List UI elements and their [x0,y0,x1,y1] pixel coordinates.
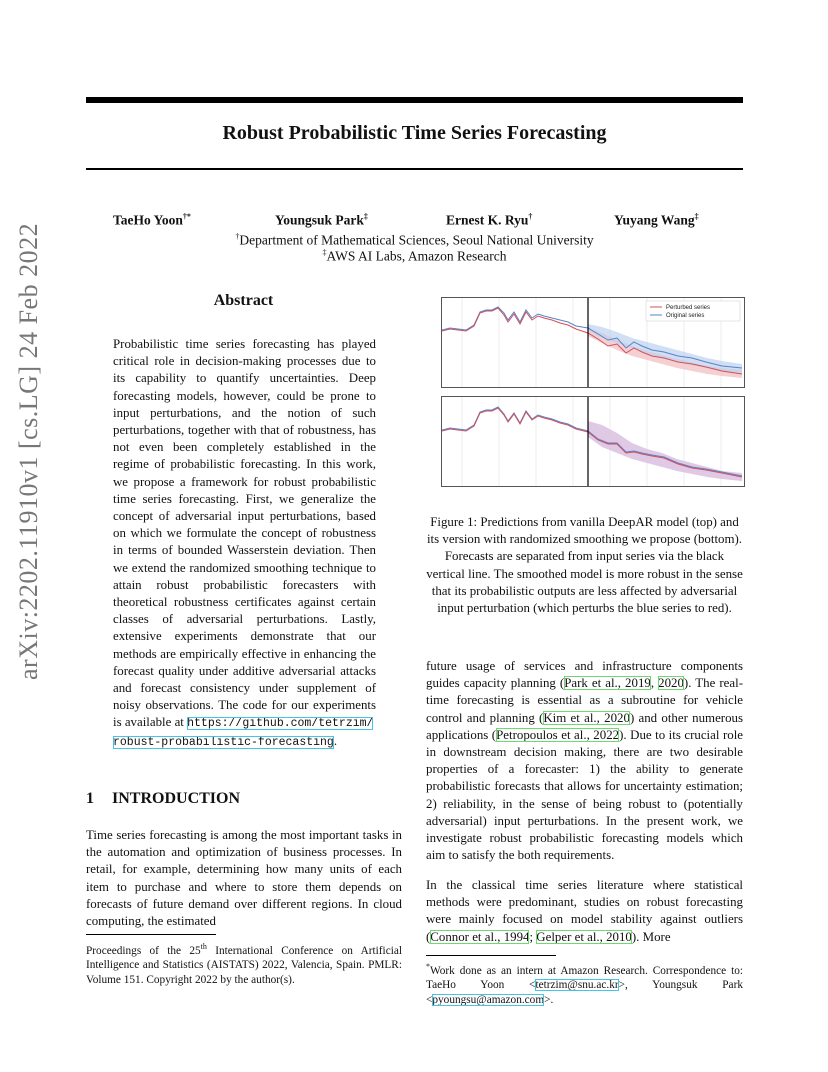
cite-petropoulos-2022[interactable]: Petropoulos et al., 2022 [496,727,620,742]
figure-top-panel [441,297,745,388]
abstract-body: Probabilistic time series forecasting has played critical role in decision-making processes due to its capability to quantify uncertainties. Deep forecasting models, however, could be prone to input perturbations, and the notion of such perturbations, together with that of robustness, has not even been completely established in the regime of probabilistic forecasting. In this work, we propose a framework for robust probabilistic time series forecasting. First, we generalize the concept of adversarial input perturbations, based on which we formulate the concept of robustness in terms of bounded Wasserstein deviation. Then we extend the randomized smoothing technique to attain robust probabilistic forecasters with theoretical robustness certificates against certain classes of adversarial perturbations. Lastly, extensive experiments demonstrate that our methods are empirically effective in enhancing the forecast quality under additive adversarial attacks and forecast consistency under supplement of noisy observations. The code for our experiments is available at https://github.com/tetrzim/ robust-probabilistic-forecasting. [113,337,376,749]
author-2: Youngsuk Park‡ [275,212,368,228]
cite-gelper-2010[interactable]: Gelper et al., 2010 [536,929,632,944]
email-link-1[interactable]: tetrzim@snu.ac.kr [535,979,619,992]
code-url-link[interactable]: https://github.com/tetrzim/ robust-probabilistic-forecasting [113,717,374,749]
email-link-2[interactable]: pyoungsu@amazon.com [432,993,545,1006]
related-paragraph: In the classical time series literature where statistical methods were predominant, studies on robust forecasting were mainly focused on model stability against outliers (Connor et al., 1994; Gelper et al., 2010). More [426,878,743,944]
arxiv-stamp: arXiv:2202.11910v1 [cs.LG] 24 Feb 2022 [14,222,43,680]
author-3: Ernest K. Ryu† [446,212,533,228]
intro-paragraph-right: future usage of services and infrastructure components guides capacity planning (Park et al., 2019, 2020). The real-time forecasting is essential as a subroutine for vehicle control and planning (Kim et al., 2020) and other numerous applications (Petropoulos et al., 2022). Due to its crucial role in downstream decision making, there are two desirable properties of a forecaster: 1) the ability to generate probabilistic forecasts that allows for uncertainty estimation; 2) reliability, in the sense of being robust to (potentially adversarial) input perturbations. In the present work, we investigate robust probabilistic forecasting models which aim to satisfy the both requirements. [426,659,743,863]
affiliation-2: ‡AWS AI Labs, Amazon Research [322,248,507,264]
proceedings-footnote: Proceedings of the 25th International Conference on Artificial Intelligence and Statistics (AISTATS) 2022, Valencia, Spain. PMLR: Volume 151. Copyright 2022 by the author(s). [86,942,403,986]
author-1: TaeHo Yoon†* [113,212,191,228]
figure-caption: Figure 1: Predictions from vanilla DeepAR model (top) and its version with randomized smoothing we propose (bottom). Forecasts are separated from input series via the black vertical line. The smoothed model is more robust in the sense that its probabilistic outputs are less affected by adversarial input perturbation (which perturbs the blue series to red). [426,515,743,616]
figure-bottom-panel [441,396,745,487]
paper-title: Robust Probabilistic Time Series Forecasting [222,122,607,144]
intro-paragraph: Time series forecasting is among the most important tasks in the automation and optimization of business processes. In retail, for example, determining how many units of each item to purchase and where to store them depends on forecasts of future demand over different regions. In cloud computing, the estimated [86,828,402,929]
top-rule [86,97,743,103]
bottom-forecast-plot [442,397,744,486]
affiliation-1: †Department of Mathematical Sciences, Seoul National University [235,232,594,248]
cite-park-2019[interactable]: Park et al., 2019 [564,676,651,691]
legend-perturbed: Perturbed series [666,305,711,311]
plot-legend [646,301,740,321]
footnote-rule-left [86,934,216,935]
cite-connor-1994[interactable]: Connor et al., 1994 [430,929,530,944]
legend-original: Original series [666,313,705,319]
title-rule [86,168,743,170]
cite-kim-2020[interactable]: Kim et al., 2020 [543,710,630,725]
cite-park-2020[interactable]: 2020 [658,676,684,691]
abstract-heading: Abstract [213,292,274,309]
footnote-rule-right [426,955,556,956]
section-heading: 1 INTRODUCTION [86,790,241,807]
author-4: Yuyang Wang‡ [614,212,699,228]
top-forecast-plot [442,298,744,387]
correspondence-footnote: *Work done as an intern at Amazon Research. Correspondence to: TaeHo Yoon <tetrzim@snu.ac.kr>, Youngsuk Park <pyoungsu@amazon.com>. [426,962,743,1006]
